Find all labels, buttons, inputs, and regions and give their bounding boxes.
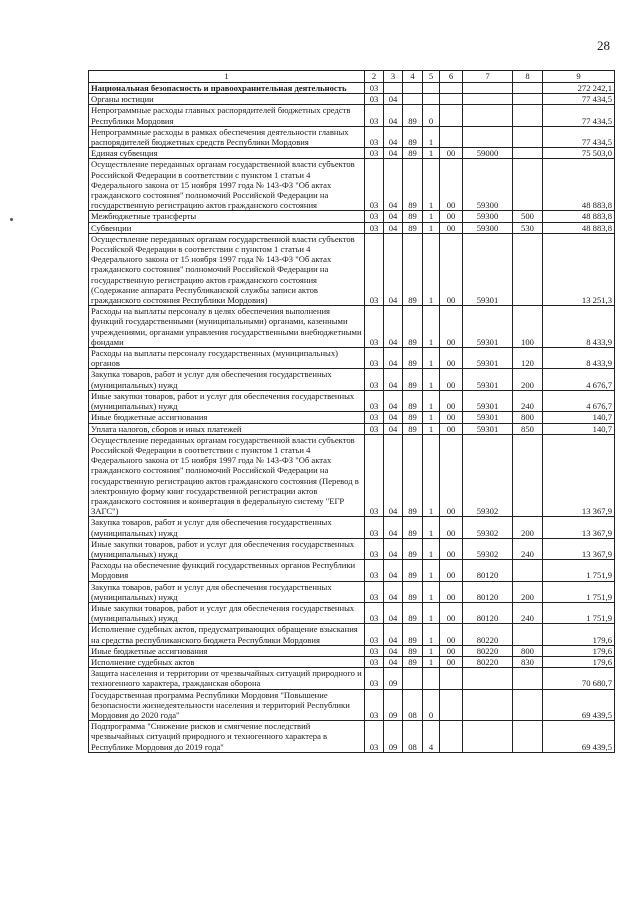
table-row <box>89 83 615 94</box>
row-name: Национальная безопасность и правоохранительная деятельность <box>89 83 365 94</box>
subprogram-code: 1 <box>423 390 440 411</box>
program-code: 89 <box>403 148 423 159</box>
direction-code <box>440 689 463 721</box>
section-code: 03 <box>365 348 384 369</box>
subsection-code: 09 <box>384 689 403 721</box>
direction-code: 00 <box>440 517 463 538</box>
expense-type-code <box>513 560 543 581</box>
amount-value: 272 242,1 <box>543 83 615 94</box>
target-article-code <box>463 83 513 94</box>
expense-type-code: 200 <box>513 581 543 602</box>
program-code: 89 <box>403 581 423 602</box>
program-code: 89 <box>403 233 423 305</box>
target-article-code <box>463 105 513 126</box>
direction-code: 00 <box>440 159 463 211</box>
expense-type-code: 830 <box>513 656 543 667</box>
amount-value: 69 439,5 <box>543 689 615 721</box>
table-row <box>89 222 615 233</box>
row-name: Иные бюджетные ассигнования <box>89 412 365 423</box>
expense-type-code <box>513 83 543 94</box>
direction-code: 00 <box>440 602 463 623</box>
table-row <box>89 159 615 211</box>
expense-type-code <box>513 233 543 305</box>
subprogram-code: 1 <box>423 560 440 581</box>
program-code: 89 <box>403 126 423 147</box>
program-code: 89 <box>403 222 423 233</box>
subsection-code: 04 <box>384 581 403 602</box>
row-name: Закупка товаров, работ и услуг для обеспечения государственных (муниципальных) нужд <box>89 517 365 538</box>
target-article-code <box>463 94 513 105</box>
direction-code: 00 <box>440 233 463 305</box>
row-name: Непрограммные расходы главных распорядителей бюджетных средств Республики Мордовия <box>89 105 365 126</box>
expense-type-code <box>513 94 543 105</box>
subsection-code: 04 <box>384 434 403 517</box>
program-code: 89 <box>403 348 423 369</box>
direction-code: 00 <box>440 306 463 348</box>
table-row <box>89 105 615 126</box>
direction-code <box>440 721 463 753</box>
target-article-code: 80120 <box>463 560 513 581</box>
subsection-code: 04 <box>384 159 403 211</box>
direction-code: 00 <box>440 645 463 656</box>
header-row <box>89 71 615 83</box>
row-name: Подпрограмма "Снижение рисков и смягчение последствий чрезвычайных ситуаций природного и техногенного характера в Республике Мордовия до 2019 года" <box>89 721 365 753</box>
subsection-code: 04 <box>384 602 403 623</box>
section-code: 03 <box>365 656 384 667</box>
program-code <box>403 668 423 689</box>
table-row <box>89 348 615 369</box>
row-name: Исполнение судебных актов <box>89 656 365 667</box>
direction-code: 00 <box>440 390 463 411</box>
target-article-code: 59301 <box>463 412 513 423</box>
subprogram-code: 1 <box>423 645 440 656</box>
program-code: 89 <box>403 645 423 656</box>
table-row <box>89 538 615 559</box>
subsection-code: 04 <box>384 517 403 538</box>
expense-type-code <box>513 105 543 126</box>
program-code: 89 <box>403 602 423 623</box>
table-row <box>89 645 615 656</box>
target-article-code: 59301 <box>463 306 513 348</box>
program-code: 89 <box>403 211 423 222</box>
row-name: Государственная программа Республики Мордовия "Повышение безопасности жизнедеятельности населения и территорий Республики Мордовия до 2020 года" <box>89 689 365 721</box>
target-article-code <box>463 126 513 147</box>
section-code: 03 <box>365 517 384 538</box>
table-row <box>89 233 615 305</box>
column-header-section: 2 <box>365 71 384 83</box>
direction-code <box>440 668 463 689</box>
direction-code: 00 <box>440 412 463 423</box>
direction-code: 00 <box>440 423 463 434</box>
direction-code: 00 <box>440 222 463 233</box>
program-code <box>403 83 423 94</box>
row-name: Исполнение судебных актов, предусматривающих обращение взыскания на средства республиканского бюджета Республики Мордовия <box>89 624 365 645</box>
expense-type-code: 530 <box>513 222 543 233</box>
subsection-code: 04 <box>384 390 403 411</box>
row-name: Расходы на обеспечение функций государственных органов Республики Мордовия <box>89 560 365 581</box>
table-row <box>89 126 615 147</box>
target-article-code: 59302 <box>463 517 513 538</box>
direction-code: 00 <box>440 624 463 645</box>
program-code: 89 <box>403 306 423 348</box>
row-name: Закупка товаров, работ и услуг для обеспечения государственных (муниципальных) нужд <box>89 581 365 602</box>
target-article-code <box>463 721 513 753</box>
subprogram-code: 1 <box>423 348 440 369</box>
expense-type-code: 200 <box>513 369 543 390</box>
subprogram-code: 1 <box>423 656 440 667</box>
subprogram-code: 1 <box>423 412 440 423</box>
subsection-code: 04 <box>384 645 403 656</box>
expense-type-code <box>513 624 543 645</box>
section-code: 03 <box>365 306 384 348</box>
expense-type-code: 120 <box>513 348 543 369</box>
row-name: Единая субвенция <box>89 148 365 159</box>
program-code: 89 <box>403 517 423 538</box>
amount-value: 140,7 <box>543 412 615 423</box>
column-header-expense-type: 8 <box>513 71 543 83</box>
amount-value: 75 503,0 <box>543 148 615 159</box>
subsection-code: 04 <box>384 348 403 369</box>
section-code: 03 <box>365 94 384 105</box>
table-row <box>89 434 615 517</box>
budget-table-container <box>88 70 615 753</box>
direction-code: 00 <box>440 348 463 369</box>
column-header-name: 1 <box>89 71 365 83</box>
subprogram-code: 1 <box>423 126 440 147</box>
section-code: 03 <box>365 148 384 159</box>
table-body <box>89 83 615 753</box>
row-name: Органы юстиции <box>89 94 365 105</box>
subprogram-code: 1 <box>423 434 440 517</box>
column-header-amount: 9 <box>543 71 615 83</box>
direction-code <box>440 126 463 147</box>
expense-type-code <box>513 689 543 721</box>
subprogram-code <box>423 83 440 94</box>
target-article-code: 80220 <box>463 624 513 645</box>
amount-value: 48 883,8 <box>543 159 615 211</box>
expense-type-code: 200 <box>513 517 543 538</box>
amount-value: 13 367,9 <box>543 538 615 559</box>
row-name: Осуществление переданных органам государственной власти субъектов Российской Федерации в соответствии с пунктом 1 статьи 4 Федерального закона от 15 ноября 1997 года № 143-ФЗ "Об актах гражданского состояния" полномочий Российской Федерации на государственную регистрацию актов гражданского состояния (Содержание аппарата Республиканской службы записи актов гражданского состояния Республики Мордовия) <box>89 233 365 305</box>
expense-type-code <box>513 159 543 211</box>
amount-value: 8 433,9 <box>543 306 615 348</box>
row-name: Иные закупки товаров, работ и услуг для обеспечения государственных (муниципальных) нужд <box>89 538 365 559</box>
program-code: 89 <box>403 412 423 423</box>
table-row <box>89 306 615 348</box>
target-article-code: 59301 <box>463 348 513 369</box>
margin-mark <box>10 218 13 221</box>
amount-value: 179,6 <box>543 624 615 645</box>
section-code: 03 <box>365 721 384 753</box>
table-row <box>89 668 615 689</box>
program-code: 89 <box>403 656 423 667</box>
row-name: Иные бюджетные ассигнования <box>89 645 365 656</box>
amount-value: 1 751,9 <box>543 581 615 602</box>
section-code: 03 <box>365 211 384 222</box>
subsection-code: 09 <box>384 668 403 689</box>
target-article-code: 80120 <box>463 602 513 623</box>
row-name: Осуществление переданных органам государственной власти субъектов Российской Федерации в соответствии с пунктом 1 статьи 4 Федерального закона от 15 ноября 1997 года № 143-ФЗ "Об актах гражданского состояния" полномочий Российской Федерации на государственную регистрацию актов гражданского состояния (Перевод в электронную форму книг государственной регистрации актов гражданского состояния и конвертация в федеральную систему "ЕГР ЗАГС") <box>89 434 365 517</box>
subprogram-code: 1 <box>423 148 440 159</box>
subprogram-code: 1 <box>423 222 440 233</box>
section-code: 03 <box>365 581 384 602</box>
section-code: 03 <box>365 412 384 423</box>
amount-value: 140,7 <box>543 423 615 434</box>
subprogram-code: 0 <box>423 689 440 721</box>
row-name: Защита населения и территории от чрезвычайных ситуаций природного и техногенного характера, гражданская оборона <box>89 668 365 689</box>
table-row <box>89 423 615 434</box>
table-row <box>89 721 615 753</box>
direction-code: 00 <box>440 656 463 667</box>
amount-value: 13 367,9 <box>543 517 615 538</box>
row-name: Расходы на выплаты персоналу государственных (муниципальных) органов <box>89 348 365 369</box>
target-article-code <box>463 689 513 721</box>
table-row <box>89 148 615 159</box>
budget-table <box>88 70 615 753</box>
expense-type-code: 500 <box>513 211 543 222</box>
expense-type-code: 800 <box>513 412 543 423</box>
amount-value: 1 751,9 <box>543 602 615 623</box>
expense-type-code <box>513 721 543 753</box>
direction-code: 00 <box>440 581 463 602</box>
column-header-subprogram: 5 <box>423 71 440 83</box>
subsection-code: 04 <box>384 423 403 434</box>
amount-value: 77 434,5 <box>543 105 615 126</box>
column-header-target-article: 7 <box>463 71 513 83</box>
amount-value: 1 751,9 <box>543 560 615 581</box>
row-name: Межбюджетные трансферты <box>89 211 365 222</box>
section-code: 03 <box>365 105 384 126</box>
amount-value: 69 439,5 <box>543 721 615 753</box>
expense-type-code: 850 <box>513 423 543 434</box>
subsection-code: 04 <box>384 211 403 222</box>
program-code: 08 <box>403 689 423 721</box>
target-article-code: 59301 <box>463 369 513 390</box>
target-article-code: 59301 <box>463 423 513 434</box>
program-code: 89 <box>403 423 423 434</box>
direction-code <box>440 105 463 126</box>
subsection-code: 04 <box>384 105 403 126</box>
target-article-code: 59300 <box>463 222 513 233</box>
section-code: 03 <box>365 126 384 147</box>
amount-value: 13 367,9 <box>543 434 615 517</box>
subsection-code: 09 <box>384 721 403 753</box>
subsection-code <box>384 83 403 94</box>
column-header-subsection: 3 <box>384 71 403 83</box>
table-row <box>89 689 615 721</box>
row-name: Непрограммные расходы в рамках обеспечения деятельности главных распорядителей бюджетных средств Республики Мордовия <box>89 126 365 147</box>
amount-value: 48 883,8 <box>543 222 615 233</box>
subsection-code: 04 <box>384 656 403 667</box>
subprogram-code: 1 <box>423 624 440 645</box>
column-header-program: 4 <box>403 71 423 83</box>
amount-value: 77 434,5 <box>543 94 615 105</box>
direction-code: 00 <box>440 434 463 517</box>
table-row <box>89 94 615 105</box>
table-row <box>89 560 615 581</box>
program-code: 08 <box>403 721 423 753</box>
table-row <box>89 211 615 222</box>
target-article-code: 80220 <box>463 645 513 656</box>
expense-type-code <box>513 668 543 689</box>
row-name: Осуществление переданных органам государственной власти субъектов Российской Федерации в соответствии с пунктом 1 статьи 4 Федерального закона от 15 ноября 1997 года № 143-ФЗ "Об актах гражданского состояния" полномочий Российской Федерации на государственную регистрацию актов гражданского состояния <box>89 159 365 211</box>
subsection-code: 04 <box>384 222 403 233</box>
subprogram-code: 0 <box>423 105 440 126</box>
subprogram-code: 1 <box>423 602 440 623</box>
section-code: 03 <box>365 390 384 411</box>
program-code: 89 <box>403 390 423 411</box>
target-article-code: 59302 <box>463 538 513 559</box>
row-name: Уплата налогов, сборов и иных платежей <box>89 423 365 434</box>
subprogram-code: 1 <box>423 517 440 538</box>
subprogram-code: 1 <box>423 423 440 434</box>
direction-code: 00 <box>440 369 463 390</box>
program-code: 89 <box>403 434 423 517</box>
target-article-code: 59000 <box>463 148 513 159</box>
subsection-code: 04 <box>384 560 403 581</box>
table-row <box>89 656 615 667</box>
target-article-code: 80220 <box>463 656 513 667</box>
expense-type-code <box>513 148 543 159</box>
amount-value: 4 676,7 <box>543 390 615 411</box>
amount-value: 8 433,9 <box>543 348 615 369</box>
row-name: Иные закупки товаров, работ и услуг для обеспечения государственных (муниципальных) нужд <box>89 390 365 411</box>
row-name: Закупка товаров, работ и услуг для обеспечения государственных (муниципальных) нужд <box>89 369 365 390</box>
amount-value: 48 883,8 <box>543 211 615 222</box>
subprogram-code: 1 <box>423 581 440 602</box>
subprogram-code: 1 <box>423 538 440 559</box>
table-row <box>89 517 615 538</box>
section-code: 03 <box>365 538 384 559</box>
target-article-code: 80120 <box>463 581 513 602</box>
program-code <box>403 94 423 105</box>
amount-value: 179,6 <box>543 656 615 667</box>
section-code: 03 <box>365 689 384 721</box>
expense-type-code: 240 <box>513 602 543 623</box>
section-code: 03 <box>365 624 384 645</box>
subsection-code: 04 <box>384 233 403 305</box>
subsection-code: 04 <box>384 369 403 390</box>
expense-type-code: 800 <box>513 645 543 656</box>
expense-type-code: 240 <box>513 390 543 411</box>
direction-code: 00 <box>440 148 463 159</box>
direction-code <box>440 94 463 105</box>
target-article-code: 59300 <box>463 211 513 222</box>
program-code: 89 <box>403 159 423 211</box>
section-code: 03 <box>365 668 384 689</box>
amount-value: 4 676,7 <box>543 369 615 390</box>
table-row <box>89 412 615 423</box>
subprogram-code <box>423 668 440 689</box>
amount-value: 13 251,3 <box>543 233 615 305</box>
table-row <box>89 624 615 645</box>
subprogram-code <box>423 94 440 105</box>
direction-code: 00 <box>440 538 463 559</box>
subsection-code: 04 <box>384 412 403 423</box>
column-header-direction: 6 <box>440 71 463 83</box>
expense-type-code: 100 <box>513 306 543 348</box>
subsection-code: 04 <box>384 624 403 645</box>
subsection-code: 04 <box>384 126 403 147</box>
section-code: 03 <box>365 602 384 623</box>
direction-code: 00 <box>440 211 463 222</box>
subsection-code: 04 <box>384 306 403 348</box>
section-code: 03 <box>365 434 384 517</box>
section-code: 03 <box>365 159 384 211</box>
section-code: 03 <box>365 233 384 305</box>
target-article-code: 59300 <box>463 159 513 211</box>
subsection-code: 04 <box>384 148 403 159</box>
program-code: 89 <box>403 624 423 645</box>
table-row <box>89 390 615 411</box>
target-article-code: 59301 <box>463 233 513 305</box>
table-row <box>89 602 615 623</box>
target-article-code <box>463 668 513 689</box>
section-code: 03 <box>365 222 384 233</box>
program-code: 89 <box>403 105 423 126</box>
table-row <box>89 369 615 390</box>
row-name: Субвенции <box>89 222 365 233</box>
section-code: 03 <box>365 645 384 656</box>
subprogram-code: 1 <box>423 306 440 348</box>
row-name: Иные закупки товаров, работ и услуг для обеспечения государственных (муниципальных) нужд <box>89 602 365 623</box>
section-code: 03 <box>365 369 384 390</box>
subprogram-code: 1 <box>423 369 440 390</box>
subsection-code: 04 <box>384 94 403 105</box>
amount-value: 179,6 <box>543 645 615 656</box>
subsection-code: 04 <box>384 538 403 559</box>
subprogram-code: 1 <box>423 233 440 305</box>
section-code: 03 <box>365 560 384 581</box>
expense-type-code <box>513 126 543 147</box>
subprogram-code: 4 <box>423 721 440 753</box>
target-article-code: 59301 <box>463 390 513 411</box>
expense-type-code: 240 <box>513 538 543 559</box>
program-code: 89 <box>403 369 423 390</box>
amount-value: 70 680,7 <box>543 668 615 689</box>
amount-value: 77 434,5 <box>543 126 615 147</box>
target-article-code: 59302 <box>463 434 513 517</box>
expense-type-code <box>513 434 543 517</box>
direction-code <box>440 83 463 94</box>
subprogram-code: 1 <box>423 211 440 222</box>
section-code: 03 <box>365 423 384 434</box>
subprogram-code: 1 <box>423 159 440 211</box>
direction-code: 00 <box>440 560 463 581</box>
section-code: 03 <box>365 83 384 94</box>
row-name: Расходы на выплаты персоналу в целях обеспечения выполнения функций государственными (муниципальными) органами, казенными учреждениями, органами управления государственными внебюджетными фондами <box>89 306 365 348</box>
program-code: 89 <box>403 560 423 581</box>
page-number: 28 <box>597 38 610 53</box>
table-row <box>89 581 615 602</box>
program-code: 89 <box>403 538 423 559</box>
